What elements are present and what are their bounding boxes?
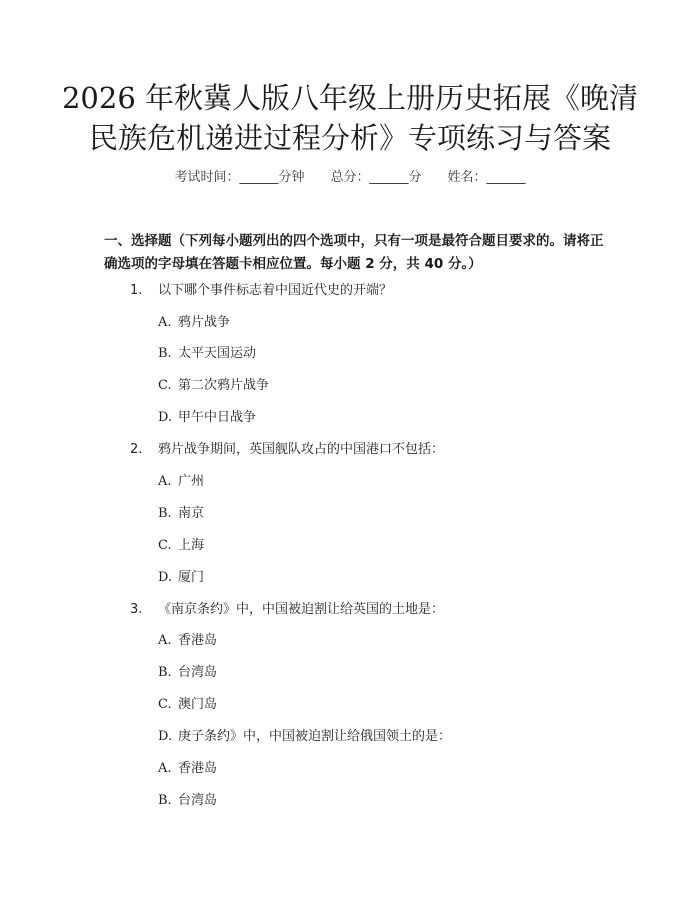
option[interactable]: [158, 728, 451, 746]
option[interactable]: [158, 314, 230, 332]
option-letter: C.: [158, 697, 172, 712]
title-line-1: 2026 年秋冀人版八年级上册历史拓展《晚清: [61, 81, 639, 115]
option[interactable]: [158, 345, 256, 363]
question: [130, 601, 444, 619]
option-letter: A.: [158, 474, 172, 489]
option[interactable]: [158, 664, 217, 682]
option[interactable]: [158, 537, 204, 555]
document-title: [40, 78, 660, 158]
option[interactable]: [158, 696, 217, 714]
question-text: 以下哪个事件标志着中国近代史的开端？: [158, 283, 393, 298]
option-text: 台湾岛: [178, 793, 218, 808]
option-text: 第二次鸦片战争: [178, 378, 270, 393]
option-letter: D.: [158, 570, 173, 585]
option[interactable]: [158, 569, 204, 587]
option-letter: A.: [158, 633, 172, 648]
option[interactable]: [158, 377, 269, 395]
option-letter: B.: [158, 665, 172, 680]
exam-meta: [0, 168, 700, 188]
option-text: 香港岛: [178, 761, 218, 776]
title-line-2: 民族危机递进过程分析》专项练习与答案: [88, 121, 611, 155]
option-text: 庚子条约》中，中国被迫割让给俄国领土的是：: [178, 729, 452, 744]
option-letter: A.: [158, 761, 172, 776]
option-letter: B.: [158, 346, 172, 361]
option[interactable]: [158, 760, 217, 778]
option-letter: B.: [158, 506, 172, 521]
question-number: 3.: [130, 602, 143, 617]
exam-score: 总分：______分: [330, 170, 422, 185]
option-letter: D.: [158, 729, 173, 744]
option-text: 台湾岛: [178, 665, 218, 680]
option[interactable]: [158, 473, 204, 491]
option[interactable]: [158, 632, 217, 650]
option-text: 太平天国运动: [178, 346, 257, 361]
option-text: 香港岛: [178, 633, 218, 648]
option-text: 上海: [178, 538, 205, 553]
section-heading: 一、选择题（下列每小题列出的四个选项中，只有一项是最符合题目要求的。请将正确选项的字母填在答题卡相应位置。每小题 2 分，共 40 分。）: [104, 233, 604, 272]
option[interactable]: [158, 792, 217, 810]
question-number: 1.: [130, 283, 143, 298]
option-text: 广州: [178, 474, 205, 489]
option-text: 澳门岛: [178, 697, 218, 712]
exam-time: 考试时间：______分钟: [174, 170, 305, 185]
option-text: 鸦片战争: [178, 315, 231, 330]
question-text: 鸦片战争期间，英国舰队攻占的中国港口不包括：: [158, 442, 445, 457]
option-text: 厦门: [178, 570, 205, 585]
question: [130, 441, 444, 459]
option-letter: C.: [158, 378, 172, 393]
student-name: 姓名：______: [447, 170, 526, 185]
question-number: 2.: [130, 442, 143, 457]
option-letter: C.: [158, 538, 172, 553]
question-text: 《南京条约》中，中国被迫割让给英国的土地是：: [158, 602, 445, 617]
option-text: 南京: [178, 506, 205, 521]
option[interactable]: [158, 505, 204, 523]
option-text: 甲午中日战争: [178, 410, 257, 425]
option[interactable]: [158, 409, 256, 427]
option-letter: D.: [158, 410, 173, 425]
option-letter: A.: [158, 315, 172, 330]
question: [130, 282, 392, 300]
option-letter: B.: [158, 793, 172, 808]
